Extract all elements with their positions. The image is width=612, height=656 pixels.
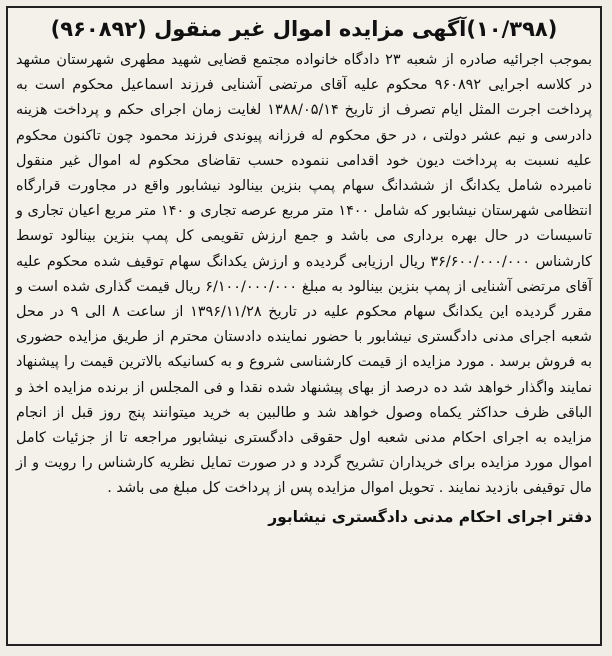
notice-title: (۱۰/۳۹۸)آگهی مزایده اموال غیر منقول (۹۶۰۸۹۲): [50, 17, 558, 41]
auction-notice: [6, 6, 602, 646]
notice-signature: دفتر اجرای احکام مدنی دادگستری نیشابور: [268, 507, 592, 526]
notice-body: بموجب اجرائیه صادره از شعبه ۲۳ دادگاه خانواده مجتمع قضایی شهید مطهری شهرستان مشهد در کلاسه اجرایی ۹۶۰۸۹۲ محکوم علیه آقای مرتضی آشنایی فرزند اسماعیل محکوم است به پرداخت اجرت المثل ایام تصرف از تاریخ ۱۳۸۸/۰۵/۱۴ لغایت زمان اجرای حکم و پرداخت هزینه دادرسی و نیم عشر دولتی ، در حق محکوم له فرزانه پیوندی فرزند محمود چون تاکنون محکوم علیه نسبت به پرداخت دیون خود اقدامی ننموده حسب تقاضای محکوم له اموال غیر منقول نامبرده شامل یکدانگ از ششدانگ سهام پمپ بنزین بینالود نیشابور واقع در مجاورت قرارگاه انتظامی شهرستان نیشابور که شامل ۱۴۰۰ متر مربع عرصه تجاری و ۱۴۰ متر مربع اعیان تجاری و تاسیسات در حال بهره برداری می باشد و جمع ارزش تقویمی کل پمپ بنزین بینالود توسط کارشناس ۳۶/۶۰۰/۰۰۰/۰۰۰ ریال ارزیابی گردیده و ارزش یکدانگ سهام توقیف شده محکوم علیه آقای مرتضی آشنایی از پمپ بنزین بینالود به مبلغ ۶/۱۰۰/۰۰۰/۰۰۰ ریال قیمت گذاری شده است و مقرر گردیده این یکدانگ سهام محکوم علیه در تاریخ ۱۳۹۶/۱۱/۲۸ از ساعت ۸ الی ۹ در محل شعبه اجرای مدنی دادگستری نیشابور با حضور نماینده دادستان محترم از طریق مزایده حضوری به فروش برسد . مورد مزایده از قیمت کارشناسی شروع و به کسانیکه بالاترین قیمت را پیشنهاد نمایند واگذار خواهد شد ده درصد از بهای پیشنهاد شده نقدا و فی المجلس از برنده مزایده اخذ و الباقی ظرف حداکثر یکماه وصول خواهد شد و طالبین به خرید میتوانند پنج روز قبل از انجام مزایده به اجرای احکام مدنی شعبه اول حقوقی دادگستری نیشابور مراجعه تا از جزئیات کامل اموال مورد مزایده برای خریداران تشریح گردد و در صورت تمایل نظریه کارشناس را رویت و از مال توقیفی بازدید نمایند . تحویل اموال مزایده پس از پرداخت کل مبلغ می باشد .: [16, 52, 593, 497]
